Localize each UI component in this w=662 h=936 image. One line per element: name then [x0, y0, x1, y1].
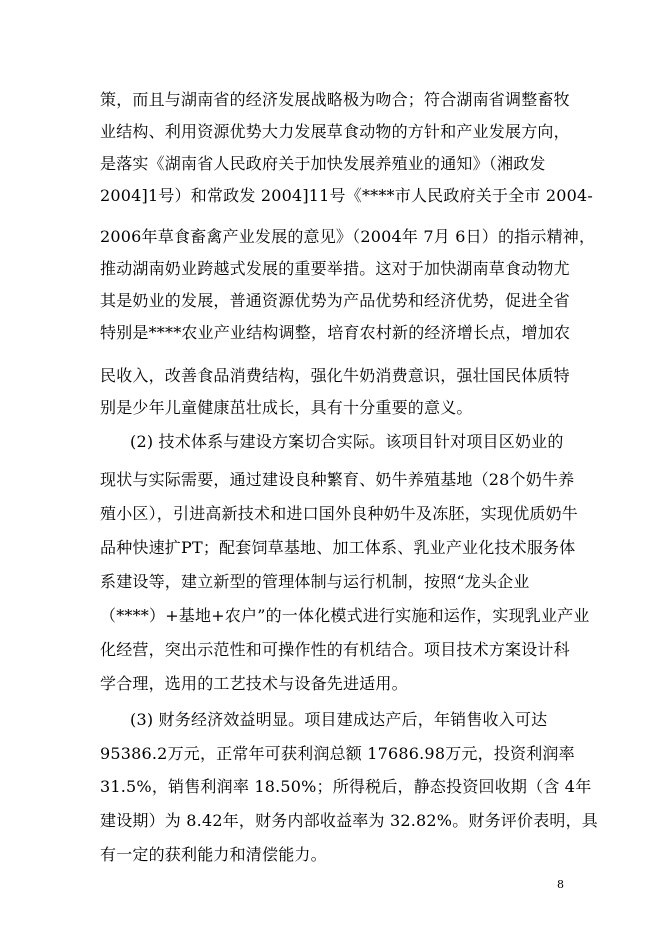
- paragraph-2-line: 系建设等，建立新型的管理体制与运行机制，按照“龙头企业: [100, 572, 530, 591]
- paragraph-2-line: 现状与实际需要，通过建设良种繁育、奶牛养殖基地（28个奶牛养: [100, 470, 575, 489]
- paragraph-1-line: 民收入，改善食品消费结构，强化牛奶消费意识，强壮国民体质特: [100, 366, 570, 385]
- paragraph-3-line: 95386.2万元，正常年可获利润总额 17686.98万元，投资利润率: [100, 744, 575, 763]
- paragraph-2-line: 化经营，突出示范性和可操作性的有机结合。项目技术方案设计科: [100, 640, 570, 659]
- paragraph-2-line: （****）+基地+农户”的一体化模式进行实施和运作，实现乳业产业: [100, 606, 590, 625]
- paragraph-1-line: 别是少年儿童健康茁壮成长，具有十分重要的意义。: [100, 398, 473, 417]
- paragraph-1-line: 其是奶业的发展，普通资源优势为产品优势和经济优势，促进全省: [100, 291, 570, 310]
- paragraph-2-line: (2) 技术体系与建设方案切合实际。该项目针对项目区奶业的: [130, 432, 564, 451]
- paragraph-3-line: 建设期）为 8.42年，财务内部收益率为 32.82%。财务评价表明，具: [100, 811, 599, 830]
- paragraph-3-line: 31.5%，销售利润率 18.50%；所得税后，静态投资回收期（含 4年: [100, 777, 592, 796]
- paragraph-1-line: 业结构、利用资源优势大力发展草食动物的方针和产业发展方向，: [100, 122, 570, 141]
- paragraph-3-line: 有一定的获利能力和清偿能力。: [100, 845, 327, 864]
- paragraph-2-line: 学合理，选用的工艺技术与设备先进适用。: [100, 674, 408, 693]
- paragraph-1-line: 2006年草食畜禽产业发展的意见》（2004年 7月 6日）的指示精神，: [100, 227, 596, 246]
- paragraph-3-line: (3) 财务经济效益明显。项目建成达产后，年销售收入可达: [130, 710, 548, 729]
- paragraph-1-line: 2004]1号）和常政发 2004]11号《****市人民政府关于全市 2004-: [100, 186, 593, 205]
- paragraph-2-line: 殖小区），引进高新技术和进口国外良种奶牛及冻胚，实现优质奶牛: [100, 504, 579, 523]
- page-number: 8: [557, 878, 564, 891]
- paragraph-1-line: 是落实《湖南省人民政府关于加快发展养殖业的通知》（湘政发: [100, 154, 546, 173]
- paragraph-2-line: 品种快速扩PT；配套饲草基地、加工体系、乳业产业化技术服务体: [100, 538, 576, 557]
- paragraph-1-line: 推动湖南奶业跨越式发展的重要举措。这对于加快湖南草食动物尤: [100, 259, 570, 278]
- paragraph-1-line: 特别是****农业产业结构调整，培育农村新的经济增长点，增加农: [100, 323, 571, 342]
- paragraph-1-line: 策，而且与湖南省的经济发展战略极为吻合；符合湖南省调整畜牧: [100, 90, 570, 109]
